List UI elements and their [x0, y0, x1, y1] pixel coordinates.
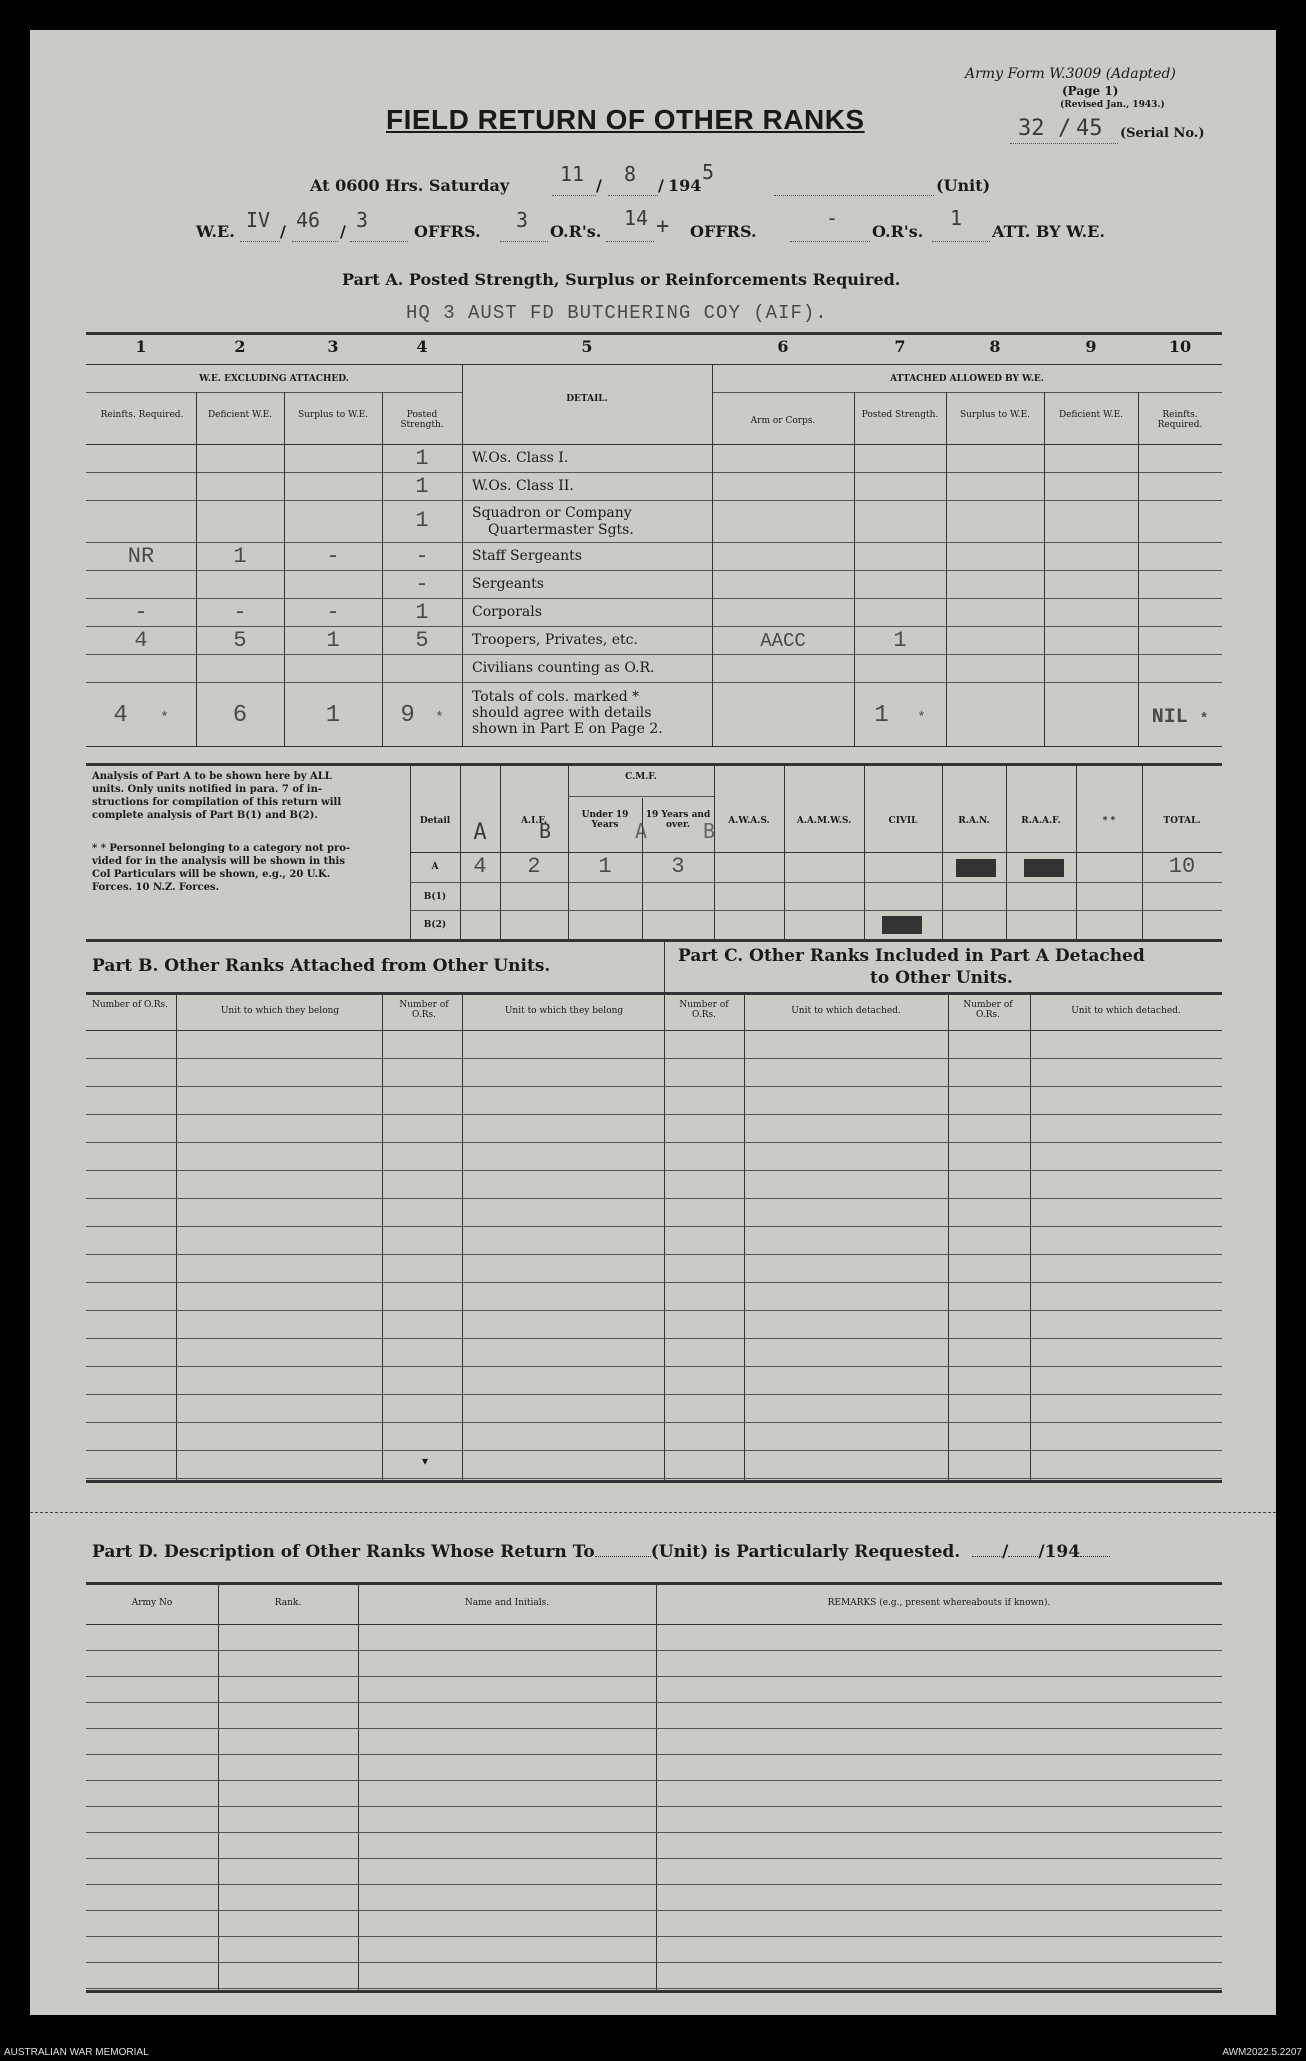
an-v-2	[500, 763, 501, 939]
an-hand-a: A	[473, 820, 487, 845]
we-dots-3	[350, 241, 408, 242]
b-hdr-unit-2: Unit to which they belong	[504, 1006, 624, 1016]
c-hdr-unit-2: Unit to which detached.	[1071, 1006, 1181, 1016]
an-hand-b: B	[538, 819, 552, 843]
d-row-rule	[86, 1884, 1222, 1885]
row-rule-3	[86, 542, 1222, 543]
analysis-note-2-line-1: * * Personnel belonging to a category not pro-	[92, 843, 351, 854]
analysis-note-1-line-2: units. Only units notified in para. 7 of in-	[92, 784, 323, 795]
detail-header: DETAIL.	[566, 394, 608, 404]
d-row-rule	[86, 1910, 1222, 1911]
bc-row-rule	[86, 1114, 1222, 1115]
bc-row-rule	[86, 1254, 1222, 1255]
form-adapted: (Adapted)	[1105, 66, 1176, 82]
bc-row-rule	[86, 1142, 1222, 1143]
an-row-label-a: A	[431, 862, 439, 872]
analysis-note-1	[92, 770, 341, 822]
row-rule-8	[86, 682, 1222, 683]
total-posted-value: 9	[400, 702, 415, 729]
date-prefix: At 0600 Hrs. Saturday	[310, 176, 510, 195]
we-value-2: 46	[296, 208, 321, 232]
posted-wo1: 1	[415, 446, 429, 471]
offrs2-label: OFFRS.	[690, 222, 757, 241]
bc-v-4	[664, 992, 665, 1480]
hdr-reinfts: Reinfts. Required.	[100, 410, 184, 420]
posted-corporals: 1	[415, 600, 429, 625]
hdr-att-surplus: Surplus to W.E.	[959, 410, 1031, 420]
part-d-title: Part D. Description of Other Ranks Whose Return To (Unit) is Particularly Requested. / /194	[92, 1542, 1110, 1562]
bc-v-5	[744, 992, 745, 1480]
an-hdr-aif: A.I.F.	[520, 816, 548, 826]
bc-row-rule	[86, 1366, 1222, 1367]
bc-row-rule	[86, 1086, 1222, 1087]
stray-mark: ▾	[422, 1454, 429, 1468]
ors-label: O.R's.	[550, 222, 602, 241]
form-page: (Page 1)	[1062, 84, 1119, 98]
bc-row-rule	[86, 1226, 1222, 1227]
reinfts-corporals: -	[134, 600, 148, 625]
an-v-8	[942, 763, 943, 939]
total-posted	[382, 704, 462, 730]
footer-left: AUSTRALIAN WAR MEMORIAL	[4, 2047, 149, 2058]
d-row-rule	[86, 1650, 1222, 1651]
col-number-9: 9	[1085, 337, 1097, 356]
analysis-note-2-line-4: Forces. 10 N.Z. Forces.	[92, 882, 220, 893]
page-title: FIELD RETURN OF OTHER RANKS	[386, 104, 865, 135]
an-hdr-cmf: C.M.F.	[625, 772, 657, 782]
detail-totals-2: should agree with details	[472, 705, 652, 721]
unit-label: (Unit)	[936, 176, 991, 195]
we-label: W.E.	[196, 222, 235, 241]
d-row-rule	[86, 1806, 1222, 1807]
d-row-rule	[86, 1832, 1222, 1833]
bc-row-rule	[86, 1198, 1222, 1199]
an-aif-value: 2	[527, 854, 541, 879]
serial-label: (Serial No.)	[1120, 126, 1205, 141]
d-hdr-rank: Rank.	[274, 1598, 302, 1608]
part-a-colnum-rule	[86, 364, 1222, 365]
col-number-2: 2	[234, 337, 246, 356]
an-v-10	[1076, 763, 1077, 939]
part-b-title: Part B. Other Ranks Attached from Other Units.	[92, 956, 551, 976]
bc-row-rule	[86, 1450, 1222, 1451]
reinfts-staff-sgt: NR	[127, 544, 155, 569]
d-row-rule	[86, 1858, 1222, 1859]
bc-row-rule	[86, 1310, 1222, 1311]
detail-cqms-2: Quartermaster Sgts.	[488, 522, 634, 538]
v-rule-2	[284, 392, 285, 746]
plus-sign: +	[656, 214, 670, 239]
an-v-3	[568, 763, 569, 939]
col-number-7: 7	[894, 337, 906, 356]
offrs-label: OFFRS.	[414, 222, 481, 241]
we-value-3: 3	[356, 208, 369, 232]
ors2-label: O.R's.	[872, 222, 924, 241]
ors-dots	[606, 241, 654, 242]
d-row-rule	[86, 1676, 1222, 1677]
an-hdr-ran: R.A.N.	[958, 816, 990, 826]
col-number-5: 5	[581, 337, 593, 356]
footer-right: AWM2022.5.2207	[1222, 2047, 1302, 2058]
offrs2-value: -	[826, 206, 839, 230]
ors2-dots	[932, 241, 990, 242]
offrs-dots	[500, 241, 548, 242]
col-number-1: 1	[135, 337, 147, 356]
bc-v-3	[462, 992, 463, 1480]
an-under19-value: 1	[598, 854, 612, 879]
analysis-note-1-line-3: structions for compilation of this return will	[92, 797, 342, 808]
group-attached: ATTACHED ALLOWED BY W.E.	[890, 374, 1044, 384]
an-hdr-under19: Under 19 Years	[581, 810, 629, 830]
offrs2-dots	[790, 241, 870, 242]
bc-v-1	[176, 992, 177, 1480]
detail-staff-sergeants: Staff Sergeants	[472, 548, 582, 564]
form-sheet	[30, 30, 1276, 2015]
posted-troopers: 5	[415, 628, 429, 653]
col-number-10: 10	[1168, 337, 1192, 356]
v-rule-7	[946, 392, 947, 746]
redaction-raaf	[1024, 859, 1064, 877]
an-v-1	[460, 763, 461, 939]
bc-row-rule	[86, 1394, 1222, 1395]
total-deficient: 6	[232, 702, 248, 729]
an-v-5	[714, 763, 715, 939]
bc-row-rule	[86, 1422, 1222, 1423]
group-right-rule	[712, 392, 1222, 393]
date-month: 8	[624, 162, 637, 186]
detail-civilians: Civilians counting as O.R.	[472, 660, 655, 676]
reinfts-troopers: 4	[134, 628, 148, 653]
col-number-8: 8	[989, 337, 1001, 356]
d-v-3	[656, 1582, 657, 1990]
part-d-title-end: /194	[1038, 1542, 1081, 1562]
redaction-civil	[882, 916, 922, 934]
an-v-7	[864, 763, 865, 939]
bc-title-divider	[664, 939, 665, 993]
bc-v-6	[948, 992, 949, 1480]
redaction-ran	[956, 859, 996, 877]
b-hdr-number-2: Number of O.Rs.	[399, 1000, 449, 1020]
deficient-staff-sgt: 1	[233, 544, 247, 569]
we-slash2: /	[340, 222, 346, 241]
analysis-note-2-line-2: vided for in the analysis will be shown in this	[92, 856, 345, 867]
d-row-rule	[86, 1780, 1222, 1781]
row-rule-2	[86, 500, 1222, 501]
we-slash1: /	[280, 222, 286, 241]
an-hand-a2: A	[634, 819, 648, 843]
an-over19-value: 3	[671, 854, 685, 879]
total-reinfts-value: 4	[113, 702, 128, 729]
date-year-prefix: 194	[668, 176, 702, 195]
we-dots-1	[240, 241, 280, 242]
an-row-label-b1: B(1)	[423, 892, 447, 902]
v-rule-9	[1138, 392, 1139, 746]
an-row-rule-2	[410, 882, 1222, 883]
surplus-troopers: 1	[326, 628, 340, 653]
an-row-rule-3	[410, 910, 1222, 911]
col-number-4: 4	[416, 337, 428, 356]
d-hdr-remarks: REMARKS (e.g., present whereabouts if known).	[827, 1598, 1051, 1608]
d-row-rule	[86, 1988, 1222, 1989]
deficient-troopers: 5	[233, 628, 247, 653]
form-revised: (Revised Jan., 1943.)	[1060, 100, 1165, 110]
total-att-posted	[854, 704, 946, 730]
analysis-note-1-line-4: complete analysis of Part B(1) and B(2).	[92, 810, 318, 821]
we-value-1: IV	[246, 208, 271, 232]
detail-totals-1: Totals of cols. marked *	[472, 689, 640, 705]
an-row-label-b2: B(2)	[423, 920, 447, 930]
row-rule-6	[86, 626, 1222, 627]
total-reinfts	[86, 704, 196, 730]
part-d-date-dots-3	[1080, 1556, 1110, 1557]
an-a-value: 4	[473, 854, 487, 879]
v-rule-5	[712, 364, 713, 746]
col-number-6: 6	[777, 337, 789, 356]
bc-header-bottom-rule	[86, 1030, 1222, 1031]
analysis-top-rule	[86, 763, 1222, 766]
d-bottom-rule	[86, 1990, 1222, 1993]
date-day: 11	[560, 162, 585, 186]
part-d-title-mid: (Unit) is Particularly Requested.	[650, 1542, 961, 1562]
c-hdr-number-2: Number of O.Rs.	[963, 1000, 1013, 1020]
b-hdr-number-1: Number of O.Rs.	[91, 1000, 169, 1010]
total-att-reinfts-star: *	[1199, 711, 1209, 727]
date-slash1: /	[596, 176, 602, 195]
part-a-title: Part A. Posted Strength, Surplus or Reinforcements Required.	[342, 270, 901, 289]
bc-bottom-rule	[86, 1480, 1222, 1483]
total-att-reinfts	[1138, 706, 1222, 731]
an-hdr-awas: A.W.A.S.	[728, 816, 770, 826]
group-we-excluding: W.E. EXCLUDING ATTACHED.	[199, 374, 349, 384]
bc-v-7	[1030, 992, 1031, 1480]
an-row-rule-1	[410, 852, 1222, 853]
posted-staff-sgt: -	[415, 544, 429, 569]
att-by-we: ATT. BY W.E.	[992, 222, 1105, 241]
v-rule-3	[382, 392, 383, 746]
col-number-3: 3	[327, 337, 339, 356]
an-hdr-other: * *	[1102, 816, 1116, 826]
total-reinfts-star: *	[160, 710, 169, 726]
d-v-2	[358, 1582, 359, 1990]
detail-totals-3: shown in Part E on Page 2.	[472, 721, 663, 737]
d-row-rule	[86, 1728, 1222, 1729]
hdr-posted: Posted Strength.	[400, 410, 444, 430]
cmf-rule	[568, 796, 714, 797]
an-hdr-aamws: A.A.M.W.S.	[796, 816, 852, 826]
total-att-reinfts-value: NIL	[1151, 706, 1188, 729]
total-posted-star: *	[435, 710, 444, 726]
ors-value: 14	[624, 206, 649, 230]
posted-wo2: 1	[415, 474, 429, 499]
hdr-arm-corps: Arm or Corps.	[750, 416, 816, 426]
deficient-corporals: -	[233, 600, 247, 625]
posted-cqms: 1	[415, 508, 429, 533]
unit-dots	[774, 195, 934, 196]
part-d-date-dots-1	[972, 1556, 1002, 1557]
detail-troopers: Troopers, Privates, etc.	[472, 632, 638, 648]
detail-cqms: Squadron or Company	[472, 505, 632, 521]
hdr-surplus: Surplus to W.E.	[297, 410, 369, 420]
bc-header-top-rule	[86, 992, 1222, 995]
an-hdr-raaf: R.A.A.F.	[1021, 816, 1061, 826]
header-bottom-rule	[86, 444, 1222, 445]
d-row-rule	[86, 1936, 1222, 1937]
d-v-1	[218, 1582, 219, 1990]
date-year-digit: 5	[702, 160, 715, 184]
total-att-posted-value: 1	[874, 702, 889, 729]
ors2-value: 1	[950, 206, 963, 230]
bc-row-rule	[86, 1282, 1222, 1283]
detail-wo2: W.Os. Class II.	[472, 478, 574, 494]
bc-row-rule	[86, 1338, 1222, 1339]
an-v-6	[784, 763, 785, 939]
v-rule-6	[854, 392, 855, 746]
analysis-note-2	[92, 842, 350, 894]
part-d-date-dots-2	[1008, 1556, 1038, 1557]
bc-v-2	[382, 992, 383, 1480]
unit-name-typed: HQ 3 AUST FD BUTCHERING COY (AIF).	[406, 302, 828, 324]
analysis-note-1-line-1: Analysis of Part A to be shown here by ALL	[92, 771, 332, 782]
hdr-att-reinfts: Reinfts. Required.	[1157, 410, 1203, 430]
detail-wo1: W.Os. Class I.	[472, 450, 569, 466]
v-rule-8	[1044, 392, 1045, 746]
b-hdr-unit-1: Unit to which they belong	[220, 1006, 340, 1016]
bc-row-rule	[86, 1478, 1222, 1479]
serial-left: 32	[1018, 116, 1045, 141]
v-rule-1	[196, 392, 197, 746]
d-top-rule	[86, 1582, 1222, 1585]
an-hand-b2: B	[702, 819, 716, 843]
row-rule-1	[86, 472, 1222, 473]
d-row-rule	[86, 1702, 1222, 1703]
form-id-text: Army Form W.3009	[965, 66, 1102, 82]
group-left-rule	[86, 392, 462, 393]
c-hdr-unit-1: Unit to which detached.	[791, 1006, 901, 1016]
bc-row-rule	[86, 1170, 1222, 1171]
d-hdr-name: Name and Initials.	[464, 1598, 550, 1608]
att-posted-troopers: 1	[893, 628, 907, 653]
bc-row-rule	[86, 1058, 1222, 1059]
detail-sergeants: Sergeants	[472, 576, 544, 592]
row-rule-5	[86, 598, 1222, 599]
part-c-title-1: Part C. Other Ranks Included in Part A Detached	[678, 946, 1145, 966]
row-rule-7	[86, 654, 1222, 655]
an-v-11	[1142, 763, 1143, 939]
an-hdr-civil: CIVIL	[888, 816, 918, 826]
arm-corps-troopers: AACC	[760, 630, 806, 652]
detail-corporals: Corporals	[472, 604, 542, 620]
part-c-title-2: to Other Units.	[870, 968, 1013, 988]
hdr-att-deficient: Deficient W.E.	[1058, 410, 1124, 420]
offrs-value: 3	[516, 208, 529, 232]
total-surplus: 1	[325, 702, 341, 729]
bc-top-rule	[86, 939, 1222, 942]
an-hdr-total: TOTAL.	[1163, 816, 1201, 826]
d-row-rule	[86, 1754, 1222, 1755]
hdr-deficient: Deficient W.E.	[207, 410, 273, 420]
analysis-note-2-line-3: Col Particulars will be shown, e.g., 20 U.K.	[92, 869, 331, 880]
date-slash2: /	[658, 176, 664, 195]
part-d-title-text: Part D. Description of Other Ranks Whose Return To	[92, 1542, 595, 1562]
an-total-value: 10	[1168, 854, 1196, 879]
part-d-unit-dots	[595, 1556, 651, 1557]
tear-line	[30, 1512, 1276, 1513]
serial-slash: /	[1058, 116, 1072, 141]
surplus-staff-sgt: -	[326, 544, 340, 569]
d-header-bottom-rule	[86, 1624, 1222, 1625]
serial-right: 45	[1076, 116, 1103, 141]
d-hdr-army-no: Army No	[131, 1598, 173, 1608]
an-v-0	[410, 763, 411, 939]
hdr-att-posted: Posted Strength.	[861, 410, 939, 420]
part-a-top-rule	[86, 332, 1222, 335]
serial-dots	[1010, 143, 1118, 144]
form-id	[965, 66, 1176, 82]
row-rule-4	[86, 570, 1222, 571]
totals-rule	[86, 746, 1222, 747]
date-month-dots	[608, 195, 658, 196]
total-att-posted-star: *	[917, 710, 926, 726]
we-dots-2	[292, 241, 338, 242]
posted-sergeants: -	[415, 572, 429, 597]
date-day-dots	[552, 195, 596, 196]
surplus-corporals: -	[326, 600, 340, 625]
v-rule-4	[462, 364, 463, 746]
d-row-rule	[86, 1962, 1222, 1963]
an-hdr-detail: Detail	[419, 816, 451, 826]
c-hdr-number-1: Number of O.Rs.	[679, 1000, 729, 1020]
an-v-9	[1006, 763, 1007, 939]
an-hdr-over19: 19 Years and over.	[645, 810, 711, 830]
